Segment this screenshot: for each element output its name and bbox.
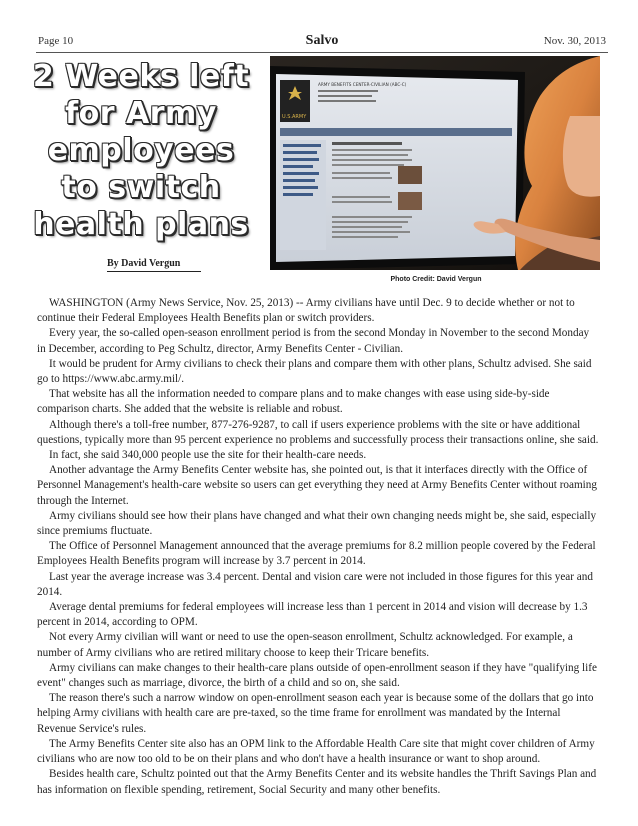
paragraph: Army civilians can make changes to their health-care plans outside of open-enrollment season if they have "qualifying life event" changes such as marriage, divorce, the birth of a child and so on, she said.	[37, 661, 597, 690]
paragraph: Last year the average increase was 3.4 percent. Dental and vision care were not included in those figures for this year and 2014.	[37, 570, 593, 598]
paragraph: In fact, she said 340,000 people use the site for their health-care needs.	[49, 449, 367, 462]
article-photo	[270, 56, 600, 270]
paragraph: Not every Army civilian will want or need to use the open-season enrollment, Schultz acknowledged. For example, a number of Army civilians who are retired military choose to keep their Tricare benefits.	[37, 631, 573, 659]
paragraph: Another advantage the Army Benefits Center website has, she pointed out, is that it interfaces directly with the Office of Personnel Management's health-care website so users can get everything they need at Army Benefits Center without roaming through the Internet.	[37, 464, 597, 507]
svg-text:U.S.ARMY: U.S.ARMY	[282, 114, 307, 120]
paragraph: Although there's a toll-free number, 877-276-9287, to call if users experience problems with the site or have additional questions, typically more than 95 percent experience no problems and successfully process their transactions online, she said.	[37, 418, 599, 446]
page-header	[38, 35, 606, 51]
paragraph: It would be prudent for Army civilians to check their plans and compare them with other plans, Schultz advised. She said go to https://www.abc.army.mil/.	[37, 357, 592, 386]
paragraph: Average dental premiums for federal employees will increase less than 1 percent in 2014 and vision will decrease by 1.3 percent in 2014, according to OPM.	[37, 601, 588, 629]
screen-title: ARMY BENEFITS CENTER-CIVILIAN (ABC-C)	[318, 82, 407, 87]
headline: 2 Weeks left for Army employees to switch health plans	[32, 59, 250, 242]
header-rule	[36, 52, 608, 53]
paragraph: Every year, the so-called open-season enrollment period is from the second Monday in November to the second Monday in December, according to Peg Schultz, director, Army Benefits Center - Civilian.	[37, 327, 590, 355]
byline: By David Vergun	[107, 258, 201, 272]
page-number: Page 10	[38, 35, 74, 47]
paragraph: WASHINGTON (Army News Service, Nov. 25, 2013) -- Army civilians have until Dec. 9 to decide whether or not to continue their Federal Employees Health Benefits plan or switch providers.	[37, 297, 575, 325]
issue-date: Nov. 30, 2013	[543, 35, 606, 47]
paragraph: Besides health care, Schultz pointed out that the Army Benefits Center and its website handles the Thrift Savings Plan and has information on flexible spending, retirement, Social Security and many other benefits.	[37, 768, 597, 796]
paragraph: Army civilians should see how their plans have changed and what their own changing needs might be, she said, especially since premiums fluctuate.	[37, 509, 597, 538]
photo-credit: Photo Credit: David Vergun	[390, 276, 482, 283]
paragraph: The Office of Personnel Management announced that the average premiums for 8.2 million people covered by the Federal Employees Health Benefits program will increase by 3.7 percent in 2014.	[37, 540, 596, 568]
publication-name: Salvo	[305, 33, 339, 48]
woman-face	[563, 116, 600, 197]
paragraph: That website has all the information needed to compare plans and to make changes with ease using side-by-side comparison charts. She added that the website is reliable and robust.	[37, 388, 550, 416]
paragraph: The Army Benefits Center site also has an OPM link to the Affordable Health Care site that might cover children of Army civilians who are now too old to be on their plans and who don't have a health insurance or want to shop around.	[37, 737, 595, 766]
article-body	[37, 296, 600, 798]
photo-illustration	[270, 56, 600, 270]
paragraph: The reason there's such a narrow window on open-enrollment season each year is because some of the dollars that go into helping Army civilians with health care are pre-taxed, so the time frame for enrollment was mandated by the Internal Revenue Service's rules.	[37, 692, 594, 735]
